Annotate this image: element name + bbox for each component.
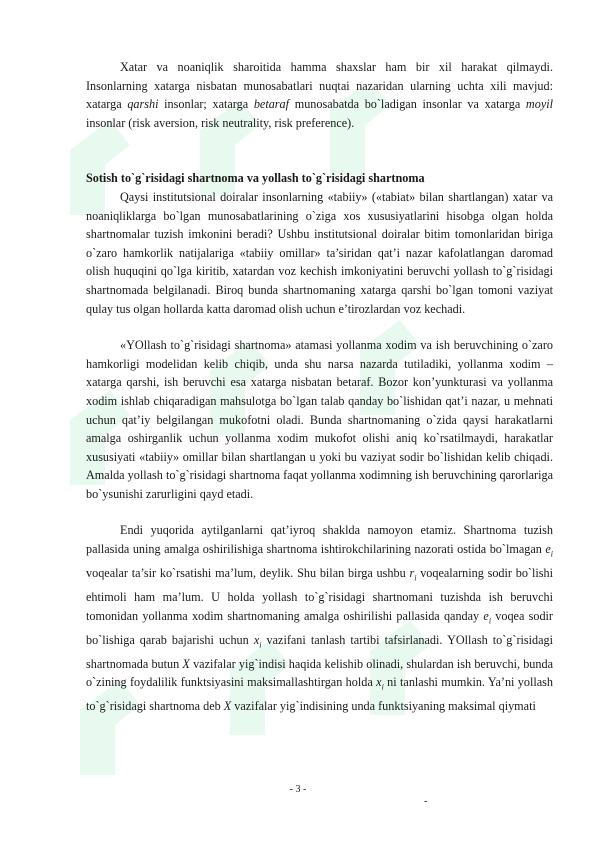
text-run: i — [381, 682, 384, 692]
text-run: ni tanlashi mumkin. Ya’ni yollash to`g`risidagi shartnoma deb — [86, 675, 553, 714]
paragraph-risk-types — [86, 58, 553, 132]
text-run: vazifani tanlash tartibi tafsirlanadi. YOllash to`g`risidagi shartnomada butun — [86, 632, 553, 671]
text-run: voqealar ta’sir ko`rsatishi ma’lum, deylik. Shu bilan birga ushbu — [86, 566, 410, 581]
text-run: qarshi — [127, 97, 159, 112]
footer-mark: - — [424, 796, 428, 807]
text-run: e — [483, 608, 489, 623]
text-run: voqea sodir bo`lishiga qarab bajarishi uchun — [86, 608, 553, 647]
text-run: betaraf — [253, 97, 290, 112]
text-run: e — [545, 542, 551, 557]
section-heading: Sotish to`g`risidagi shartnoma va yollash to`g`risidagi shartnoma — [86, 171, 425, 186]
text-run: Xatar va noaniqlik sharoitida hamma shaxslar ham bir xil harakat qilmaydi. Insonlarning xatarga nisbatan munosabatlari nuqtai nazaridan ularning uchta xili mavjud: xatarga — [86, 60, 553, 112]
text-run: x — [376, 675, 382, 690]
paragraph-institutional-frameworks — [86, 188, 553, 318]
text-run: i — [488, 616, 492, 626]
paragraph-formal-definition — [86, 521, 553, 716]
text-run: munosabatda bo`ladigan insonlar va xatarga — [289, 97, 526, 112]
text-run: vazifalar yig`indisining unda funktsiyaning maksimal qiymati — [231, 699, 536, 714]
text-run: voqealarning sodir bo`lishi ehtimoli ham ma’lum. U holda yollash to`g`risidagi shartnomani tuzishda ish beruvchi tomonidan yollanma xodim shartnomaning amalga oshirilishi pallasida qanday — [86, 566, 553, 623]
text-run: Qaysi institutsional doiralar insonlarning «tabiiy» («tabiat» bilan shartlangan) xatar va noaniqliklarga bo`lgan munosabatlarining o`ziga xos xususiyatlarini hisobga olgan holda shartnomalar tuzish imkonini beradi? Ushbu institutsional doiralar bitim tomonlaridan biriga o`zaro hamkorlik natijalariga «tabiiy omillar» ta’siridan qat’i nazar kafolatlangan daromad olish huquqini qo`lga kiritib, xatardan voz kechish imkoniyatini beruvchi yollash to`g`risidagi shartnomada belgilanadi. Biroq bunda shartnomaning xatarga qarshi bo`lgan tomoni vaziyat qulay tus olgan hollarda katta daromad olish uchun e’tirozlardan voz kechadi. — [86, 189, 553, 316]
document-body — [86, 58, 553, 716]
text-run: vazifalar yig`indisi haqida kelishib olinadi, shulardan ish beruvchi, bunda o`zining foydalilik funktsiyasini maksimallashtirgan holda — [86, 656, 553, 690]
text-run: x — [253, 632, 260, 647]
text-run: i — [550, 549, 553, 559]
page-number: - 3 - — [289, 784, 307, 795]
paragraph-hiring-contract-term — [86, 336, 553, 503]
text-run: i — [414, 573, 417, 583]
text-run: insonlar (risk aversion, risk neutrality, risk preference). — [86, 115, 355, 130]
text-run: X — [223, 699, 232, 714]
text-run: moyil — [525, 97, 553, 112]
text-run: «YOllash to`g`risidagi shartnoma» atamasi yollanma xodim va ish beruvchining o`zaro hamkorligi modelidan kelib chiqib, unda shu narsa nazarda tutiladiki, yollanma xodim – xatarga qarshi, ish beruvchi esa xatarga nisbatan betaraf. Bozor kon’yunkturasi va yollanma xodim ishlab chiqaradigan mahsulotga bo`lgan talab qanday bo`lishidan qat’i nazar, u mehnati uchun qat’iy belgilangan mukofotni oladi. Bunda shartnomaning o`zida qaysi harakatlarni amalga oshirganlik uchun yollanma xodim mukofot olishi aniq ko`rsatilmaydi, harakatlar xususiyati «tabiiy» omillar bilan shartlangan u yoki bu vaziyat sodir bo`lishidan kelib chiqadi. Amalda yollash to`g`risidagi shartnoma faqat yollanma xodimning ish beruvchining qarorlariga bo`ysunishi zarurligini qayd etadi. — [86, 338, 553, 501]
text-run: insonlar; xatarga — [158, 97, 254, 112]
text-run: i — [259, 640, 262, 650]
text-run: r — [409, 566, 415, 581]
text-run: Endi yuqorida aytilganlarni qat’iyroq shaklda namoyon etamiz. Shartnoma tuzish pallasida uning amalga oshirilishiga shartnoma ishtirokchilarining nazorati ostida bo`lmagan — [86, 523, 553, 557]
text-run: X — [182, 656, 190, 671]
